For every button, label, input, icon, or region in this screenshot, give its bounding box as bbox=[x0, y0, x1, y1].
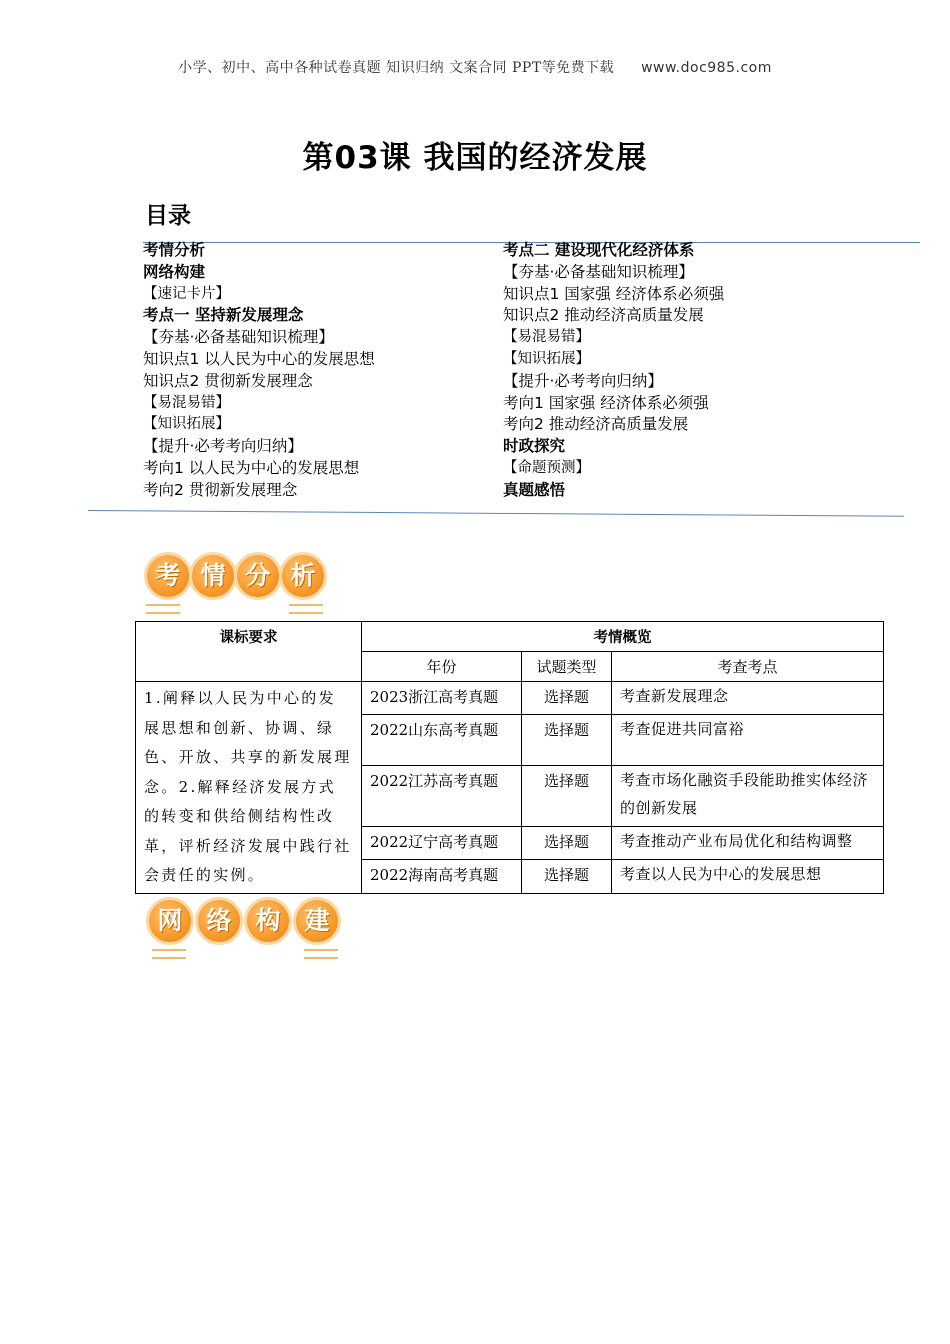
toc-right-column bbox=[503, 240, 724, 502]
toc-item[interactable]: 【提升·必考考向归纳】 bbox=[503, 371, 663, 390]
requirements-cell: 1.阐释以人民为中心的发展思想和创新、协调、绿色、开放、共享的新发展理念。2.解释经济发展方式的转变和供给侧结构性改革，评析经济发展中践行社会责任的实例。 bbox=[136, 682, 362, 894]
header-text: 小学、初中、高中各种试卷真题 知识归纳 文案合同 PPT等免费下载 bbox=[178, 60, 615, 76]
toc-item[interactable]: 【提升·必考考向归纳】 bbox=[143, 437, 303, 456]
toc-item[interactable]: 【夯基·必备基础知识梳理】 bbox=[503, 262, 694, 281]
section-banner-exam-analysis bbox=[144, 552, 329, 622]
banner-decoration bbox=[146, 604, 180, 614]
subheader-point: 考查考点 bbox=[612, 652, 884, 682]
point-cell: 考查促进共同富裕 bbox=[612, 715, 884, 765]
toc-item[interactable]: 【夯基·必备基础知识梳理】 bbox=[143, 328, 334, 347]
banner-character: 析 bbox=[279, 552, 327, 600]
page-header bbox=[0, 57, 950, 77]
type-cell: 选择题 bbox=[522, 765, 612, 826]
toc-item[interactable]: 考点二 建设现代化经济体系 bbox=[503, 241, 695, 259]
header-requirements: 课标要求 bbox=[136, 622, 362, 682]
header-url[interactable]: www.doc985.com bbox=[641, 60, 772, 76]
banner-character: 网 bbox=[146, 897, 194, 945]
toc-item[interactable]: 考向1 国家强 经济体系必须强 bbox=[503, 393, 709, 412]
toc-item[interactable]: 【命题预测】 bbox=[503, 459, 590, 476]
toc-item[interactable]: 知识点1 国家强 经济体系必须强 bbox=[503, 284, 725, 303]
section-banner-network bbox=[146, 897, 346, 967]
banner-decoration bbox=[304, 949, 338, 959]
point-cell: 考查推动产业布局优化和结构调整 bbox=[612, 827, 884, 860]
banner-decoration bbox=[152, 949, 186, 959]
toc-item[interactable]: 【知识拓展】 bbox=[503, 350, 590, 367]
toc-bottom-rule bbox=[88, 510, 904, 517]
toc-item[interactable]: 知识点2 推动经济高质量发展 bbox=[503, 306, 704, 325]
banner-character: 分 bbox=[234, 552, 282, 600]
subheader-year: 年份 bbox=[362, 652, 522, 682]
toc-item[interactable]: 考向1 以人民为中心的发展思想 bbox=[143, 458, 360, 477]
toc-item[interactable]: 知识点1 以人民为中心的发展思想 bbox=[143, 349, 375, 368]
exam-analysis-table bbox=[135, 621, 884, 894]
toc-item[interactable]: 考向2 贯彻新发展理念 bbox=[143, 480, 298, 499]
toc-item[interactable]: 网络构建 bbox=[143, 262, 206, 281]
toc-item[interactable]: 考点一 坚持新发展理念 bbox=[143, 306, 304, 325]
toc-item[interactable]: 知识点2 贯彻新发展理念 bbox=[143, 371, 313, 390]
banner-character: 情 bbox=[189, 552, 237, 600]
year-cell: 2022辽宁高考真题 bbox=[362, 827, 522, 860]
banner-character: 建 bbox=[293, 897, 341, 945]
point-cell: 考查新发展理念 bbox=[612, 682, 884, 715]
banner-decoration bbox=[289, 604, 323, 614]
year-cell: 2023浙江高考真题 bbox=[362, 682, 522, 715]
toc-heading: 目录 bbox=[145, 203, 191, 229]
toc-item[interactable]: 【速记卡片】 bbox=[143, 285, 230, 302]
toc-item[interactable]: 真题感悟 bbox=[503, 480, 566, 499]
toc-item[interactable]: 时政探究 bbox=[503, 437, 566, 456]
header-overview: 考情概览 bbox=[362, 622, 884, 652]
toc-item[interactable]: 考情分析 bbox=[143, 241, 206, 259]
toc-item[interactable]: 考向2 推动经济高质量发展 bbox=[503, 415, 689, 434]
type-cell: 选择题 bbox=[522, 682, 612, 715]
point-cell: 考查市场化融资手段能助推实体经济的创新发展 bbox=[612, 765, 884, 826]
document-title: 第03课 我国的经济发展 bbox=[302, 140, 648, 176]
type-cell: 选择题 bbox=[522, 827, 612, 860]
year-cell: 2022海南高考真题 bbox=[362, 860, 522, 893]
table-row bbox=[136, 682, 884, 715]
year-cell: 2022山东高考真题 bbox=[362, 715, 522, 765]
toc-item[interactable]: 【易混易错】 bbox=[503, 329, 590, 346]
banner-character: 构 bbox=[244, 897, 292, 945]
toc-left-column bbox=[143, 240, 375, 502]
banner-character: 考 bbox=[144, 552, 192, 600]
banner-character: 络 bbox=[195, 897, 243, 945]
type-cell: 选择题 bbox=[522, 715, 612, 765]
toc-item[interactable]: 【易混易错】 bbox=[143, 394, 230, 411]
point-cell: 考查以人民为中心的发展思想 bbox=[612, 860, 884, 893]
type-cell: 选择题 bbox=[522, 860, 612, 893]
toc-item[interactable]: 【知识拓展】 bbox=[143, 416, 230, 433]
subheader-type: 试题类型 bbox=[522, 652, 612, 682]
year-cell: 2022江苏高考真题 bbox=[362, 765, 522, 826]
